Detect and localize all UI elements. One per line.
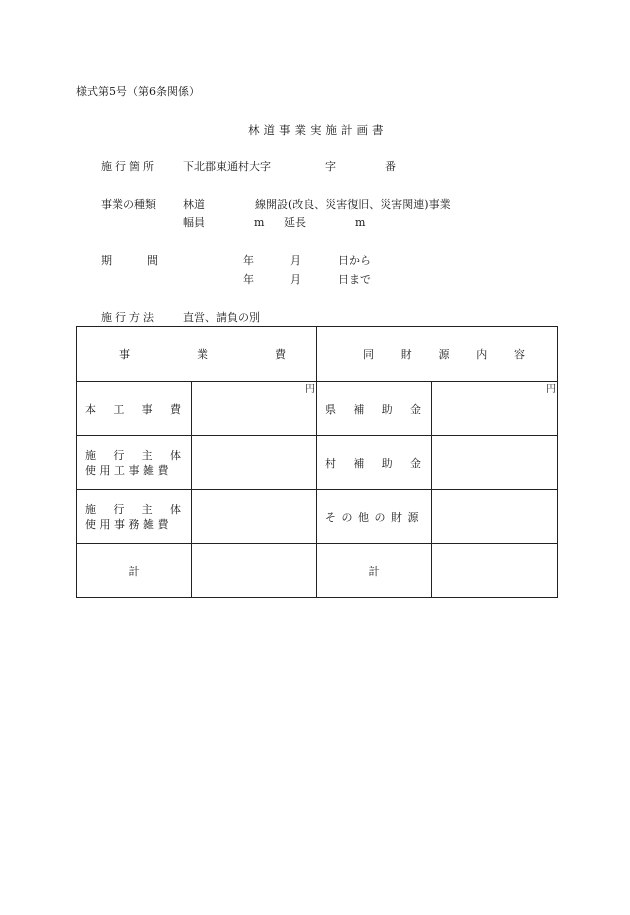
table-row: [77, 436, 558, 490]
row-label-total-left: 計: [77, 544, 192, 598]
row-label-prefecture-subsidy: 県 補 助 金: [317, 382, 432, 436]
period-start-year: 年: [243, 254, 254, 267]
document-title: 林道事業実施計画書: [248, 123, 388, 137]
table-row: [77, 382, 558, 436]
header-project-cost: 事 業 費: [77, 327, 317, 382]
method-label: 施行方法: [101, 311, 157, 324]
project-type-kind: 線開設(改良、災害復旧、災害関連)事業: [255, 198, 451, 211]
amount-cell[interactable]: [432, 382, 558, 436]
period-end-day: 日まで: [338, 273, 371, 286]
header-funding-source: 同 財 源 内 容: [317, 327, 558, 382]
period-label-2: 間: [147, 254, 158, 267]
row-label-total-right: 計: [317, 544, 432, 598]
period-start-day: 日から: [338, 254, 371, 267]
width-label: 幅員: [183, 216, 205, 229]
period-label-1: 期: [101, 254, 112, 267]
location-ban: 番: [385, 160, 396, 173]
amount-cell[interactable]: [192, 544, 317, 598]
amount-cell[interactable]: [432, 544, 558, 598]
yen-unit: 円: [305, 384, 315, 395]
table-row: [77, 544, 558, 598]
amount-cell[interactable]: [192, 436, 317, 490]
row-label-other-funding: その他の財源: [317, 490, 432, 544]
method-value: 直営、請負の別: [183, 311, 260, 324]
period-end-year: 年: [243, 273, 254, 286]
location-district: 下北郡東通村大字: [183, 160, 271, 173]
form-number: 様式第5号（第6条関係）: [76, 85, 200, 98]
period-start-month: 月: [290, 254, 301, 267]
row-label-main-construction: 本 工 事 費: [77, 382, 192, 436]
amount-cell[interactable]: [192, 382, 317, 436]
project-type-label: 事業の種類: [101, 198, 156, 211]
amount-cell[interactable]: [192, 490, 317, 544]
row-label-office-misc: 施 行 主 体 使用事務雑費: [77, 490, 192, 544]
width-unit: m: [254, 216, 265, 229]
length-label: 延長: [284, 216, 306, 229]
amount-cell[interactable]: [432, 490, 558, 544]
yen-unit: 円: [546, 384, 556, 395]
table-row: [77, 490, 558, 544]
length-unit: m: [355, 216, 366, 229]
table-header-row: [77, 327, 558, 382]
row-label-construction-misc: 施 行 主 体 使用工事雑費: [77, 436, 192, 490]
amount-cell[interactable]: [432, 436, 558, 490]
location-label: 施行箇所: [101, 160, 157, 173]
cost-table: [76, 326, 558, 598]
row-label-village-subsidy: 村 補 助 金: [317, 436, 432, 490]
period-end-month: 月: [290, 273, 301, 286]
project-type-road: 林道: [183, 198, 205, 211]
location-aza: 字: [325, 160, 336, 173]
